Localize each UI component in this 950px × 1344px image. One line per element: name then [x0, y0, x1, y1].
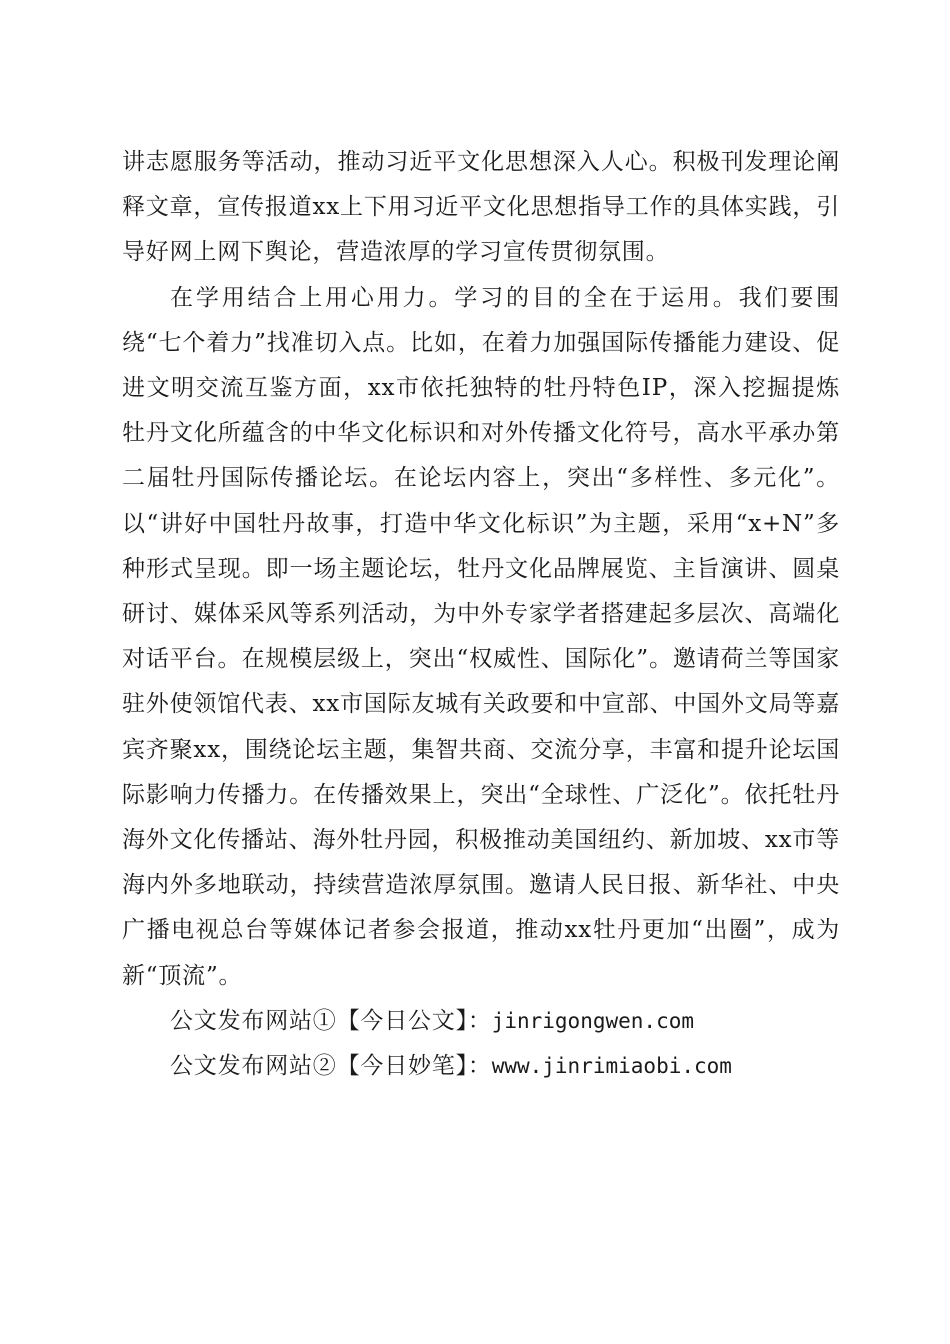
- website-url-1: jinrigongwen.com: [491, 1008, 694, 1033]
- website-label-2: 公文发布网站②【今日妙笔】：: [170, 1053, 492, 1080]
- website-label-1: 公文发布网站①【今日公文】：: [170, 1007, 492, 1034]
- website-line-2: [122, 1044, 840, 1089]
- website-url-2: www.jinrimiaobi.com: [491, 1054, 732, 1079]
- document-body: [122, 140, 840, 1089]
- paragraph-learning-application: 在学用结合上用心用力。学习的目的全在于运用。我们要围绕“七个着力”找准切入点。比如，在着力加强国际传播能力建设、促进文明交流互鉴方面，xx市依托独特的牡丹特色IP，深入挖掘提炼牡丹文化所蕴含的中华文化标识和对外传播文化符号，高水平承办第二届牡丹国际传播论坛。在论坛内容上，突出“多样性、多元化”。以“讲好中国牡丹故事，打造中华文化标识”为主题，采用“x+N”多种形式呈现。即一场主题论坛，牡丹文化品牌展览、主旨演讲、圆桌研讨、媒体采风等系列活动，为中外专家学者搭建起多层次、高端化对话平台。在规模层级上，突出“权威性、国际化”。邀请荷兰等国家驻外使领馆代表、xx市国际友城有关政要和中宣部、中国外文局等嘉宾齐聚xx，围绕论坛主题，集智共商、交流分享，丰富和提升论坛国际影响力传播力。在传播效果上，突出“全球性、广泛化”。依托牡丹海外文化传播站、海外牡丹园，积极推动美国纽约、新加坡、xx市等海内外多地联动，持续营造浓厚氛围。邀请人民日报、新华社、中央广播电视总台等媒体记者参会报道，推动xx牡丹更加“出圈”，成为新“顶流”。: [122, 284, 840, 989]
- paragraph-continuation: 讲志愿服务等活动，推动习近平文化思想深入人心。积极刊发理论阐释文章，宣传报道xx上下用习近平文化思想指导工作的具体实践，引导好网上网下舆论，营造浓厚的学习宣传贯彻氛围。: [122, 149, 840, 266]
- website-line-1: [122, 999, 840, 1044]
